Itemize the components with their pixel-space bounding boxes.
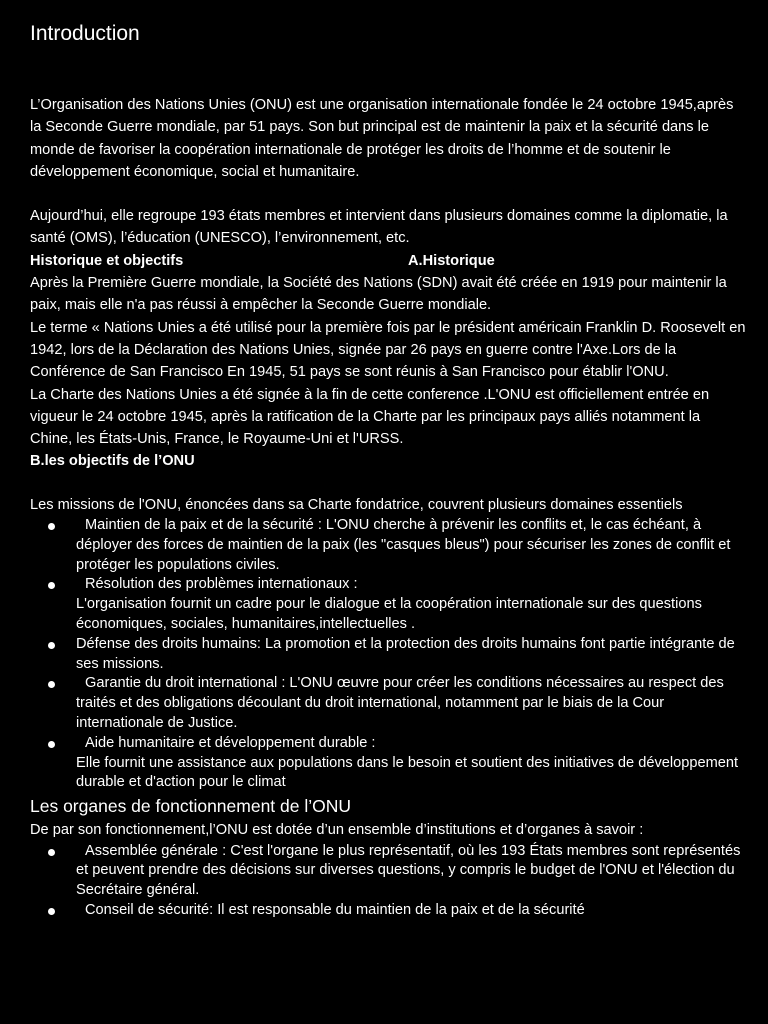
bullet-icon xyxy=(48,523,55,530)
missions-list xyxy=(30,516,746,793)
list-item xyxy=(30,635,746,675)
document-body xyxy=(30,94,746,921)
intro-paragraph-2: Aujourd’hui, elle regroupe 193 états membres et intervient dans plusieurs domaines comme la diplomatie, la santé (OMS), l’éducation (UNESCO), l’environnement, etc. xyxy=(30,208,728,247)
list-item-lead: Maintien de la paix et de la sécurité : L'ONU cherche à prévenir les conflits et, le cas xyxy=(85,517,629,534)
list-item-text: Elle fournit une assistance aux populations dans le besoin et soutient des initiatives de développement durable et d'action pour le climat xyxy=(76,754,739,791)
history-paragraph-1: Après la Première Guerre mondiale, la Société des Nations (SDN) avait été créée en 1919 pour maintenir la paix, mais elle n'a pas réussi à empêcher la Seconde Guerre mondiale. xyxy=(30,275,727,314)
list-item-lead: Conseil de sécurité: Il est responsable du maintien de la paix et de la sécurité xyxy=(85,901,585,918)
subheading-objectives: B.les objectifs de l’ONU xyxy=(30,453,195,470)
list-item-text: L'organisation fournit un cadre pour le dialogue et la coopération internationale sur des questions économiques, sociales, humanitaires,intellectuelles . xyxy=(76,596,702,633)
list-item xyxy=(30,901,746,921)
list-item-lead: Garantie du droit international : L'ONU œuvre pour créer les conditions nécessaires au xyxy=(85,675,645,692)
intro-paragraph-1: L’Organisation des Nations Unies (ONU) est une organisation internationale fondée le 24 octobre 1945,après la Seconde Guerre mondiale, par 51 pays. Son but principal est de maintenir la paix et la sécurité dans le monde de favoriser la coopération internationale de protéger les droits de l’homme et de soutenir le développement économique, social et humanitaire. xyxy=(30,97,734,180)
organs-intro: De par son fonctionnement,l’ONU est dotée d’un ensemble d’institutions et d’organes à savoir : xyxy=(30,822,644,839)
list-item-lead: Aide humanitaire et développement durable : xyxy=(85,734,376,751)
bullet-icon xyxy=(48,582,55,589)
section-heading-history-objectives: Historique et objectifs xyxy=(30,252,184,269)
bullet-icon xyxy=(48,642,55,649)
list-item xyxy=(30,516,746,575)
bullet-icon xyxy=(48,908,55,915)
list-item xyxy=(30,734,746,793)
list-item-text: échéant, à déployer des forces de maintien de la paix (les "casques bleus") pour sécuriser les zones de conflit et protéger les populations civiles. xyxy=(76,517,731,573)
list-item-lead: Assemblée générale : C'est l'organe le plus représentatif, où les 193 États membres sont xyxy=(85,842,660,859)
list-item xyxy=(30,575,746,634)
missions-intro: Les missions de l'ONU, énoncées dans sa Charte fondatrice, couvrent plusieurs domaines essentiels xyxy=(30,496,683,513)
section-heading-organs: Les organes de fonctionnement de l’ONU xyxy=(30,796,352,817)
list-item-lead: Résolution des problèmes internationaux : xyxy=(85,576,358,593)
page-title: Introduction xyxy=(30,22,140,45)
bullet-icon xyxy=(48,849,55,856)
history-paragraph-2: Le terme « Nations Unies a été utilisé pour la première fois par le président américain Franklin D. Roosevelt en 1942, lors de la Déclaration des Nations Unies, signée par 26 pays en guerre contre l'Axe.Lors de la Conférence de San Francisco En 1945, 51 pays se sont réunis à San Francisco pour établir l'ONU. xyxy=(30,319,746,381)
section-heading-row xyxy=(30,250,746,272)
list-item-text: respect des traités et des obligations découlant du droit international, notamment par le biais de la Cour internationale de Justice. xyxy=(76,675,724,732)
history-paragraph-3: La Charte des Nations Unies a été signée à la fin de cette conference .L'ONU est officiellement entrée en vigueur le 24 octobre 1945, après la ratification de la Charte par les principaux pays alliés notamment la Chine, les États-Unis, France, le Royaume-Uni et l'URSS. xyxy=(30,386,710,448)
list-item xyxy=(30,674,746,733)
bullet-icon xyxy=(48,681,55,688)
list-item xyxy=(30,842,746,901)
organs-list xyxy=(30,842,746,921)
list-item-text: représentés et peuvent prendre des décisions sur diverses questions, y compris le budget de l'ONU et l'élection du Secrétaire général. xyxy=(76,842,741,899)
subheading-history: A.Historique xyxy=(408,252,495,269)
list-item-text: Défense des droits humains: La promotion et la protection des droits humains font partie intégrante de ses missions. xyxy=(76,635,735,672)
bullet-icon xyxy=(48,741,55,748)
